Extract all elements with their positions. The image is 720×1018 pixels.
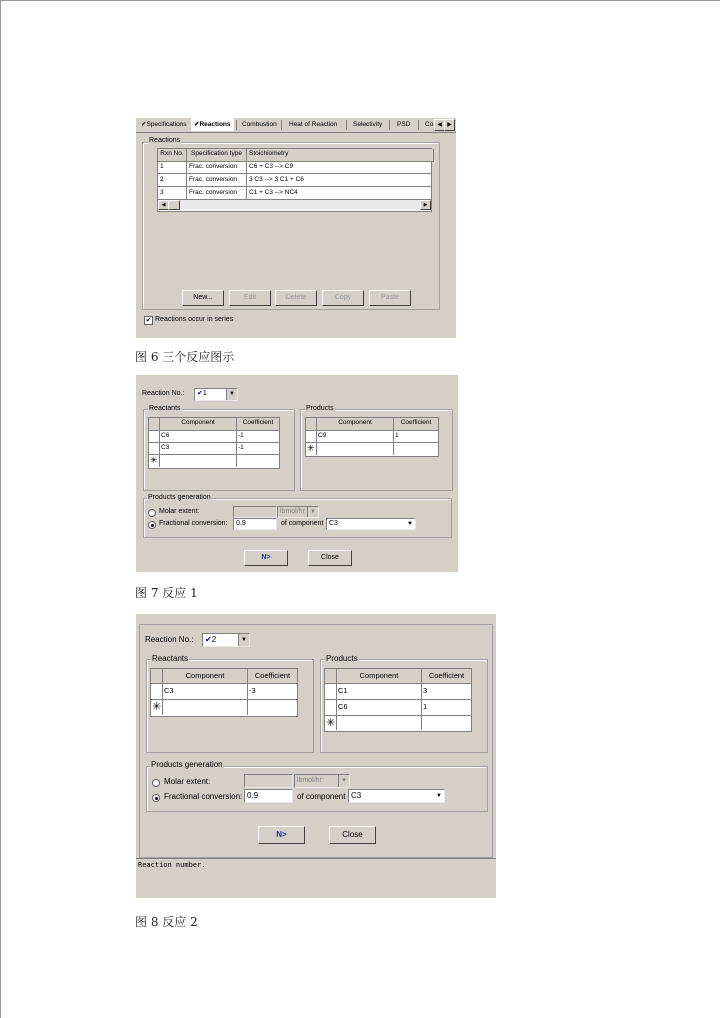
fractional-conversion-label: Fractional conversion: bbox=[164, 792, 243, 801]
status-bar bbox=[136, 858, 496, 898]
molar-extent-unit-dropdown[interactable] bbox=[294, 774, 350, 788]
close-button[interactable]: Close bbox=[308, 550, 352, 566]
scroll-right-icon[interactable]: ▶ bbox=[420, 200, 431, 210]
reactant-1-coefficient[interactable]: -1 bbox=[238, 432, 244, 439]
row-divider bbox=[151, 699, 297, 700]
chevron-down-icon[interactable]: ▼ bbox=[434, 790, 444, 802]
component-value: C3 bbox=[329, 520, 338, 527]
check-icon: ✔ bbox=[197, 390, 203, 397]
column-divider bbox=[236, 418, 237, 467]
product-1-coefficient[interactable]: 3 bbox=[423, 686, 428, 695]
chevron-down-icon[interactable]: ▼ bbox=[238, 634, 249, 646]
column-header-stoichiometry: Stoichiometry bbox=[247, 149, 434, 162]
figure-7-screenshot bbox=[136, 375, 458, 572]
products-generation-label: Products generation bbox=[148, 494, 211, 501]
of-component-label: of component bbox=[297, 792, 346, 801]
chevron-down-icon[interactable]: ▼ bbox=[405, 519, 415, 529]
figure-8-screenshot bbox=[136, 614, 496, 898]
column-header-component: Component bbox=[163, 669, 248, 684]
series-checkbox-label: Reactions occur in series bbox=[155, 316, 234, 323]
scroll-left-icon[interactable]: ◀ bbox=[158, 200, 169, 210]
edit-button[interactable]: Edit bbox=[229, 290, 271, 306]
tab-separator bbox=[418, 120, 419, 130]
column-header-coefficient: Coefficient bbox=[394, 418, 439, 431]
delete-button[interactable]: Delete bbox=[275, 290, 317, 306]
reaction-no-value: 2 bbox=[211, 635, 217, 644]
paste-button[interactable]: Paste bbox=[369, 290, 411, 306]
tab-separator bbox=[281, 120, 282, 130]
copy-button[interactable]: Copy bbox=[322, 290, 364, 306]
column-divider bbox=[159, 418, 160, 467]
figure-8-caption: 图 8 反应 2 bbox=[135, 915, 198, 929]
product-2-coefficient[interactable]: 1 bbox=[423, 702, 428, 711]
component-value: C3 bbox=[351, 791, 362, 800]
products-group-label: Products bbox=[326, 654, 358, 663]
molar-unit-value: lbmol/hr bbox=[280, 508, 305, 515]
molar-extent-radio[interactable] bbox=[148, 509, 156, 517]
column-divider bbox=[246, 149, 247, 200]
reaction-1-type[interactable]: Frac. conversion bbox=[189, 163, 238, 170]
reaction-2-stoich[interactable]: 3 C3 --> 3 C1 + C6 bbox=[249, 176, 304, 183]
horizontal-scrollbar[interactable] bbox=[158, 200, 431, 210]
molar-extent-input[interactable] bbox=[233, 506, 277, 518]
tab-psd[interactable]: PSD bbox=[397, 121, 411, 128]
molar-extent-unit-dropdown[interactable] bbox=[277, 506, 319, 518]
column-header-coefficient: Coefficient bbox=[237, 418, 280, 431]
scroll-thumb[interactable] bbox=[168, 200, 180, 210]
next-button[interactable]: N> bbox=[244, 550, 288, 566]
fractional-conversion-input[interactable]: 0.9 bbox=[233, 518, 277, 530]
reactant-1-component[interactable]: C3 bbox=[164, 686, 174, 695]
molar-extent-label: Molar extent: bbox=[159, 508, 200, 515]
reactions-group-label: Reactions bbox=[149, 137, 181, 144]
column-header-component: Component bbox=[160, 418, 237, 431]
reaction-no-value: 1 bbox=[202, 390, 207, 397]
products-table bbox=[305, 417, 439, 457]
reaction-3-type[interactable]: Frac. conversion bbox=[189, 189, 238, 196]
column-header-coefficient: Coefficient bbox=[248, 669, 298, 684]
component-dropdown[interactable] bbox=[348, 789, 445, 803]
fractional-conversion-radio[interactable] bbox=[152, 794, 160, 802]
tab-heat-of-reaction[interactable]: Heat of Reaction bbox=[289, 121, 338, 128]
column-header-component: Component bbox=[337, 669, 422, 684]
row-divider bbox=[158, 186, 431, 187]
product-1-component[interactable]: C9 bbox=[318, 432, 327, 439]
reaction-3-no[interactable]: 3 bbox=[160, 189, 164, 196]
column-header-spec-type: Specification type bbox=[187, 149, 247, 162]
new-row-asterisk-icon: ✳ bbox=[152, 701, 162, 713]
row-divider bbox=[325, 715, 471, 716]
page-border-left bbox=[0, 0, 1, 1018]
reactant-1-component[interactable]: C6 bbox=[161, 432, 170, 439]
new-row-asterisk-icon: ✳ bbox=[307, 443, 315, 453]
page-border-top bbox=[0, 0, 720, 1]
component-dropdown[interactable] bbox=[326, 518, 416, 530]
product-2-component[interactable]: C6 bbox=[338, 702, 348, 711]
tab-specifications[interactable]: ✔Specifications bbox=[141, 121, 187, 128]
column-header-component: Component bbox=[317, 418, 394, 431]
tab-scroll-left-icon[interactable]: ◀ bbox=[434, 119, 445, 131]
tab-selectivity[interactable]: Selectivity bbox=[353, 121, 383, 128]
column-divider bbox=[316, 418, 317, 455]
molar-extent-radio[interactable] bbox=[152, 779, 160, 787]
chevron-down-icon[interactable]: ▼ bbox=[338, 775, 349, 787]
product-1-component[interactable]: C1 bbox=[338, 686, 348, 695]
column-divider bbox=[336, 669, 337, 730]
column-divider bbox=[247, 669, 248, 715]
product-1-coefficient[interactable]: 1 bbox=[395, 432, 399, 439]
check-icon: ✔ bbox=[205, 635, 212, 644]
next-button[interactable]: N> bbox=[258, 826, 305, 844]
of-component-label: of component bbox=[281, 520, 324, 527]
reactants-group-label: Reactants bbox=[152, 654, 189, 663]
reaction-1-stoich[interactable]: C6 + C3 --> C9 bbox=[249, 163, 294, 170]
reaction-2-no[interactable]: 2 bbox=[160, 176, 164, 183]
molar-extent-input[interactable] bbox=[244, 774, 293, 788]
figure-6-screenshot bbox=[136, 118, 456, 338]
reaction-no-label: Reaction No.: bbox=[142, 390, 185, 397]
column-divider bbox=[393, 418, 394, 455]
status-text: Reaction number. bbox=[138, 861, 206, 869]
reaction-no-dropdown[interactable] bbox=[194, 388, 238, 401]
series-checkbox[interactable]: ✔ bbox=[145, 317, 152, 324]
reaction-no-dropdown[interactable] bbox=[202, 633, 250, 647]
tab-co[interactable]: Co bbox=[425, 121, 434, 128]
reactions-table bbox=[157, 148, 432, 212]
new-row-asterisk-icon: ✳ bbox=[150, 455, 158, 465]
products-generation-label: Products generation bbox=[151, 760, 223, 769]
close-button[interactable]: Close bbox=[329, 826, 376, 844]
reaction-2-type[interactable]: Frac. conversion bbox=[189, 176, 238, 183]
tab-separator bbox=[236, 120, 237, 130]
column-divider bbox=[186, 149, 187, 200]
tab-scroll-right-icon[interactable]: ▶ bbox=[444, 119, 455, 131]
row-divider bbox=[149, 454, 279, 455]
chevron-down-icon[interactable]: ▼ bbox=[226, 389, 237, 400]
fractional-conversion-input[interactable]: 0.9 bbox=[244, 789, 293, 803]
reactant-2-component[interactable]: C3 bbox=[161, 444, 170, 451]
reactant-2-coefficient[interactable]: -1 bbox=[238, 444, 244, 451]
molar-unit-value: lbmol/hr bbox=[297, 777, 322, 784]
figure-6-caption: 图 6 三个反应图示 bbox=[135, 350, 235, 364]
tab-combustion[interactable]: Combustion bbox=[242, 121, 277, 128]
products-table bbox=[324, 668, 472, 732]
fractional-conversion-radio[interactable] bbox=[148, 521, 156, 529]
new-row-asterisk-icon: ✳ bbox=[326, 717, 336, 729]
tab-strip bbox=[136, 118, 456, 133]
tab-separator bbox=[389, 120, 390, 130]
column-divider bbox=[421, 669, 422, 730]
reactant-1-coefficient[interactable]: -3 bbox=[249, 686, 256, 695]
molar-extent-label: Molar extent: bbox=[164, 777, 211, 786]
row-divider bbox=[158, 173, 431, 174]
tab-separator bbox=[346, 120, 347, 130]
reactants-table bbox=[148, 417, 280, 469]
chevron-down-icon[interactable]: ▼ bbox=[307, 507, 318, 517]
reactants-table bbox=[150, 668, 298, 717]
figure-7-caption: 图 7 反应 1 bbox=[135, 586, 198, 600]
reaction-1-no[interactable]: 1 bbox=[160, 163, 164, 170]
reaction-no-label: Reaction No.: bbox=[145, 635, 194, 644]
column-divider bbox=[162, 669, 163, 715]
products-group-label: Products bbox=[306, 405, 334, 412]
column-header-coefficient: Coefficient bbox=[422, 669, 472, 684]
fractional-conversion-label: Fractional conversion: bbox=[159, 520, 228, 527]
reaction-3-stoich[interactable]: C1 + C3 --> NC4 bbox=[249, 189, 298, 196]
row-divider bbox=[306, 442, 438, 443]
new-button[interactable]: New... bbox=[182, 290, 224, 306]
tab-reactions[interactable]: ✔Reactions bbox=[191, 118, 234, 131]
reactants-group-label: Reactants bbox=[149, 405, 181, 412]
column-header-rxn-no: Rxn No. bbox=[158, 149, 187, 162]
